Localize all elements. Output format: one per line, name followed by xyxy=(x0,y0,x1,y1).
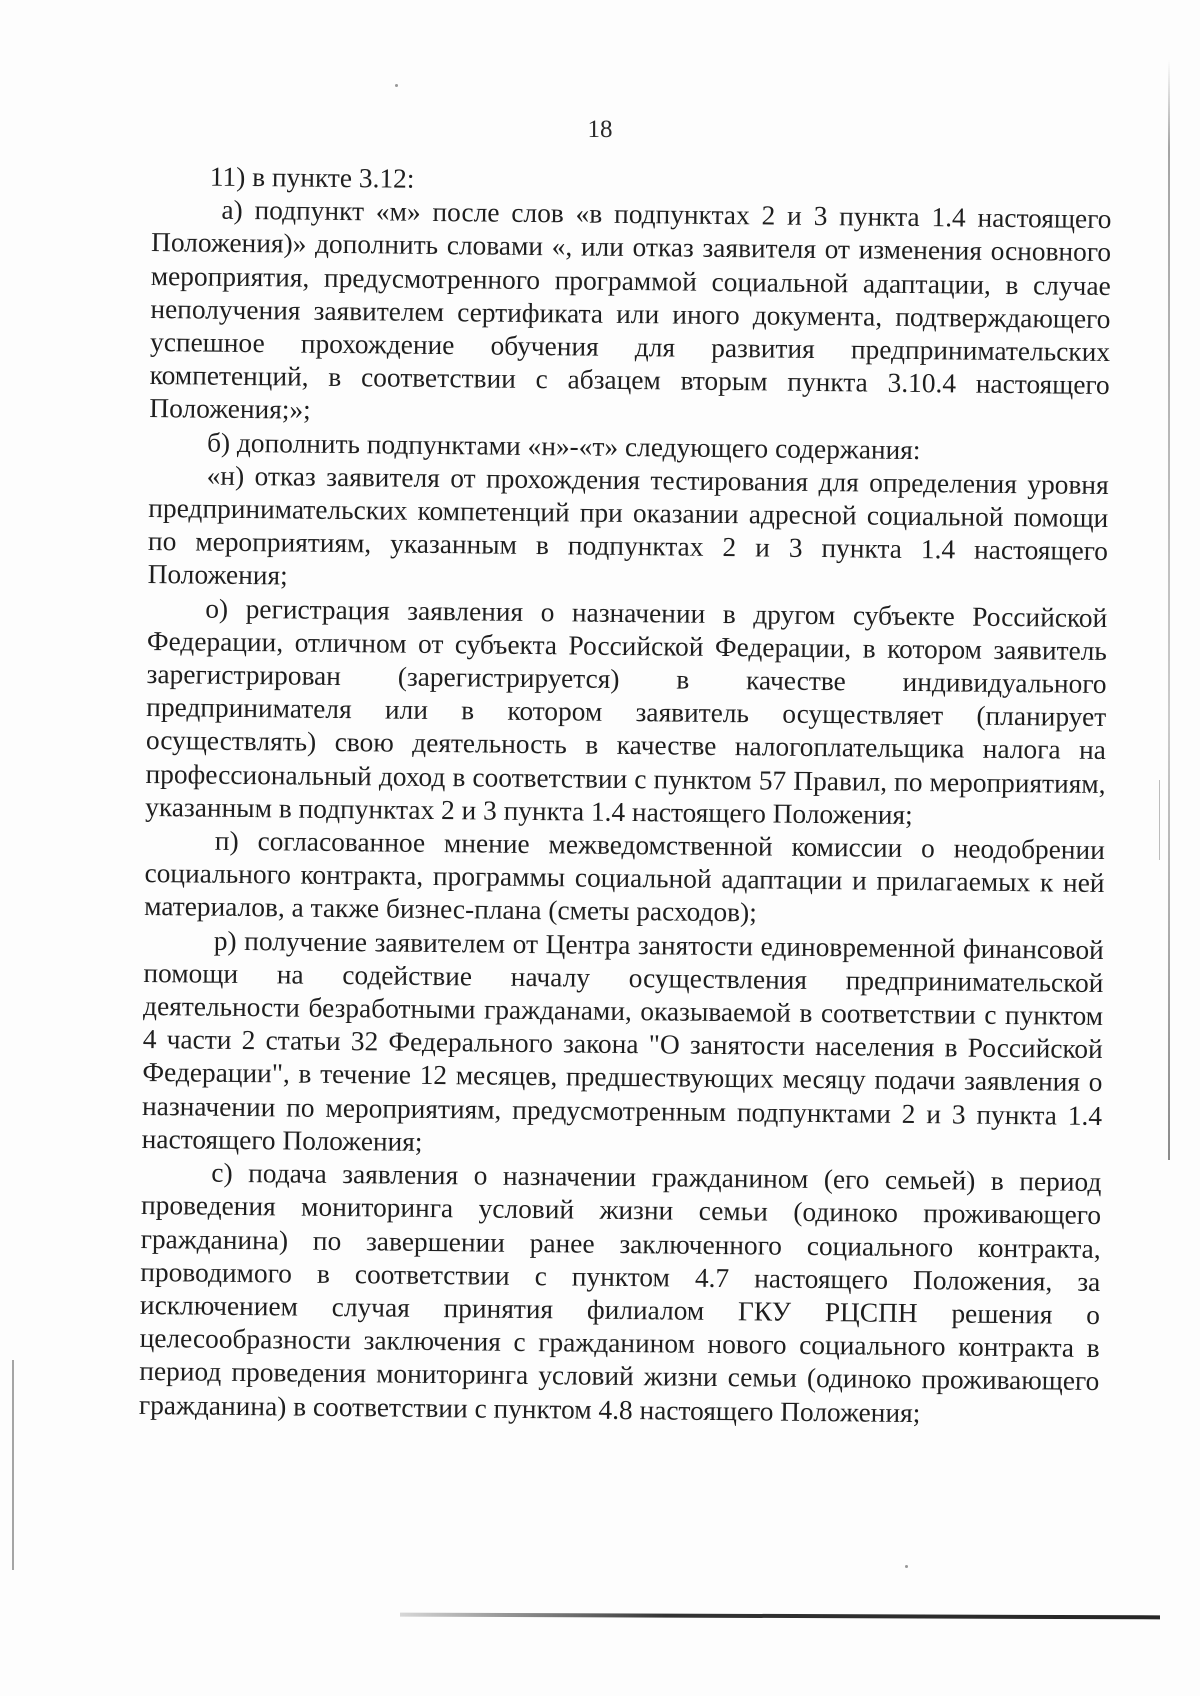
paragraph-subitem-o: о) регистрация заявления о назначении в другом субъекте Российской Федерации, отличном от субъекта Российской Федерации, в котором заявитель зарегистрирован (зарегистрируется) в качестве индивидуального предпринимателя или в котором заявитель осуществляет (планирует осуществлять) свою деятельность в качестве налогоплательщика налога на профессиональный доход в соответствии с пунктом 57 Правил, по мероприятиям, указанным в подпунктах 2 и 3 пункта 1.4 настоящего Положения; xyxy=(145,593,1108,830)
document-body xyxy=(139,160,1112,1432)
paragraph-subitem-p: п) согласованное мнение межведомственной комиссии о неодобрении социального контракта, программы социальной адаптации и прилагаемых к ней материалов, а также бизнес-плана (сметы расходов); xyxy=(144,825,1105,928)
scan-speck xyxy=(905,1565,908,1568)
page-number: 18 xyxy=(587,116,613,143)
scan-edge-right-mark xyxy=(1159,780,1160,860)
paragraph-item-11: 11) в пункте 3.12: xyxy=(209,161,415,194)
scan-speck xyxy=(395,84,398,87)
scan-edge-bottom xyxy=(400,1613,1160,1620)
paragraph-subitem-b: б) дополнить подпунктами «н»-«т» следующего содержания: xyxy=(206,427,921,465)
paragraph-subitem-n: «н) отказ заявителя от прохождения тестирования для определения уровня предпринимательских компетенций при оказании адресной социальной помощи по мероприятиям, указанным в подпунктах 2 и 3 пункта 1.4 настоящего Положения; xyxy=(147,460,1109,591)
scan-edge-right xyxy=(1168,60,1170,1160)
scan-edge-left xyxy=(12,1360,14,1570)
paragraph-subitem-s: с) подача заявления о назначении гражданином (его семьей) в период проведения мониторинга условий жизни семьи (одиноко проживающего гражданина) по завершении ранее заключенного социального контракта, проводимого в соответствии с пунктом 4.7 настоящего Положения, за исключением случая принятия филиалом ГКУ РЦСПН решения о целесообразности заключения с гражданином нового социального контракта в период проведения мониторинга условий жизни семьи (одиноко проживающего гражданина) в соответствии с пунктом 4.8 настоящего Положения; xyxy=(138,1157,1102,1428)
paragraph-subitem-r: р) получение заявителем от Центра занятости единовременной финансовой помощи на содействие началу осуществления предпринимательской деятельности безработными гражданами, оказываемой в соответствии с пунктом 4 части 2 статьи 32 Федерального закона "О занятости населения в Российской Федерации", в течение 12 месяцев, предшествующих месяцу подачи заявления о назначении по мероприятиям, предусмотренным подпунктами 2 и 3 пункта 1.4 настоящего Положения; xyxy=(141,925,1104,1157)
paragraph-subitem-a: а) подпункт «м» после слов «в подпунктах 2 и 3 пункта 1.4 настоящего Положения)» дополнить словами «, или отказ заявителя от изменения основного мероприятия, предусмотренного программой социальной адаптации, в случае неполучения заявителем сертификата или иного документа, подтверждающего успешное прохождение обучения для развития предпринимательских компетенций, в соответствии с абзацем вторым пункта 3.10.4 настоящего Положения;»; xyxy=(149,194,1112,426)
